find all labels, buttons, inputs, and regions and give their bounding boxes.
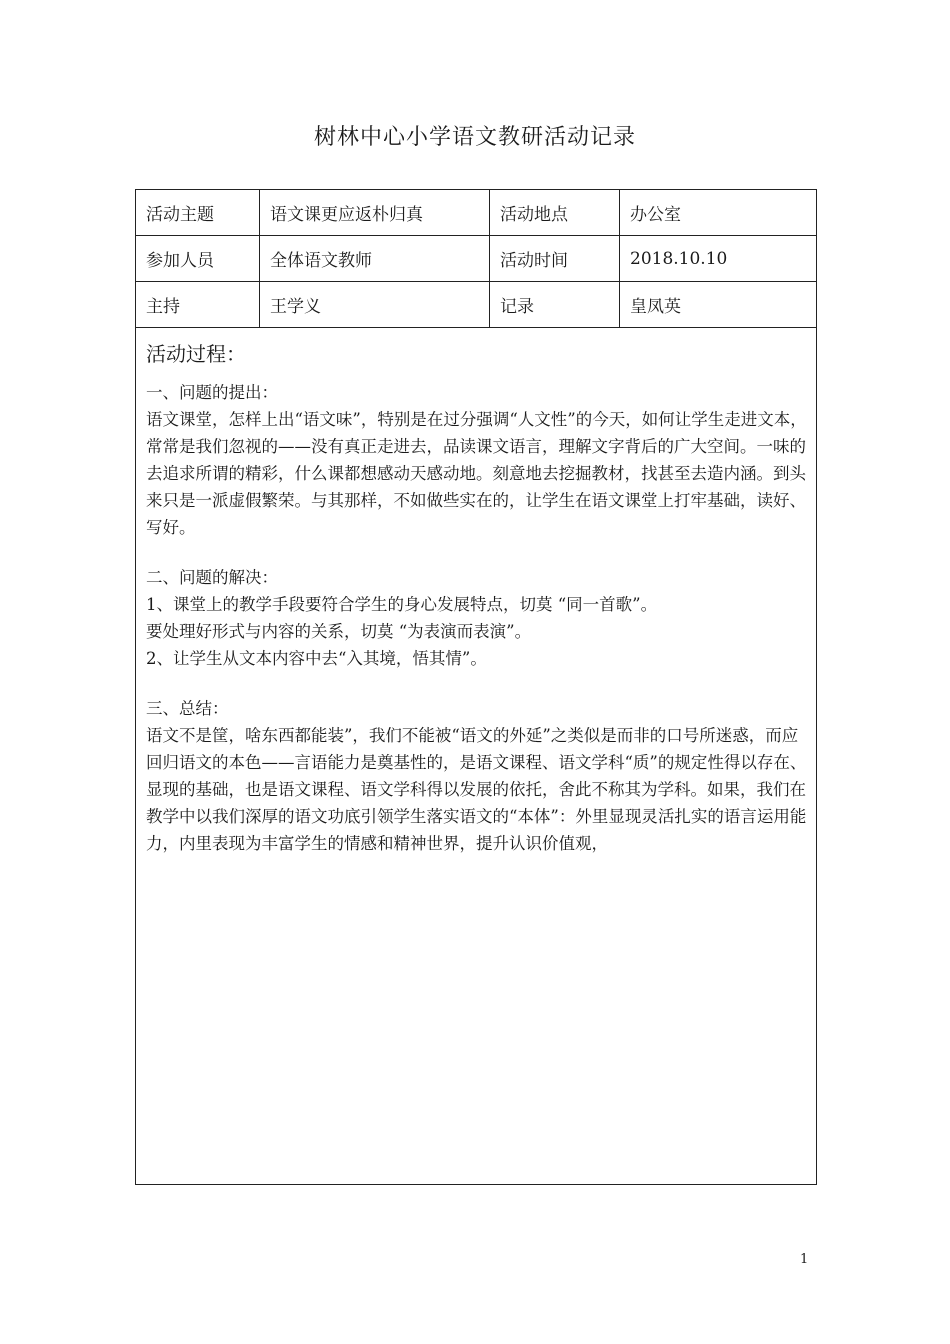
- label-activity-time: 活动时间: [490, 236, 620, 281]
- value-participants: 全体语文教师: [260, 236, 490, 281]
- section-title: 一、问题的提出：: [146, 383, 278, 402]
- value-activity-time: 2018.10.10: [630, 248, 728, 269]
- label-activity-location: 活动地点: [490, 190, 620, 235]
- info-row-participants: [136, 236, 816, 282]
- section-problem-solution: [146, 564, 808, 672]
- value-host: 王学义: [260, 282, 490, 327]
- solution-item: 2、让学生从文本内容中去“入其境，悟其情”。: [146, 649, 487, 668]
- label-participants: 参加人员: [136, 236, 260, 281]
- section-title: 二、问题的解决：: [146, 568, 278, 587]
- value-activity-location: 办公室: [630, 205, 681, 225]
- solution-item-detail: 要处理好形式与内容的关系，切莫 “为表演而表演”。: [146, 622, 532, 641]
- section-body: 语文不是筐，啥东西都能装”，我们不能被“语文的外延”之类似是而非的口号所迷惑，而应回归语文的本色——言语能力是奠基性的，是语文课程、语文学科“质”的规定性得以存在、显现的基础，也是语文课程、语文学科得以发展的依托，舍此不称其为学科。如果，我们在教学中以我们深厚的语文功底引领学生落实语文的“本体”：外里显现灵活扎实的语言运用能力，内里表现为丰富学生的情感和精神世界，提升认识价值观，: [146, 726, 807, 853]
- label-host: 主持: [136, 282, 260, 327]
- section-body: 语文课堂，怎样上出“语文味”，特别是在过分强调“人文性”的今天，如何让学生走进文本，常常是我们忽视的——没有真正走进去，品读课文语言，理解文字背后的广大空间。一味的去追求所谓的精彩，什么课都想感动天感动地。刻意地去挖掘教材，找甚至去造内涵。到头来只是一派虚假繁荣。与其那样，不如做些实在的，让学生在语文课堂上打牢基础，读好、写好。: [146, 410, 807, 537]
- value-activity-topic: 语文课更应返朴归真: [260, 190, 490, 235]
- value-recorder: 皇凤英: [630, 297, 681, 317]
- label-activity-topic: 活动主题: [136, 190, 260, 235]
- info-row-host: [136, 282, 816, 328]
- page-number: 1: [800, 1252, 809, 1267]
- record-table: [135, 189, 817, 1185]
- section-title: 三、总结：: [146, 699, 229, 718]
- section-summary: [146, 695, 808, 857]
- label-recorder: 记录: [490, 282, 620, 327]
- page-title: 树林中心小学语文教研活动记录: [313, 125, 636, 150]
- process-heading: 活动过程：: [146, 342, 246, 366]
- solution-item: 1、课堂上的教学手段要符合学生的身心发展特点，切莫 “同一首歌”。: [146, 595, 658, 614]
- info-row-topic: [136, 190, 816, 236]
- activity-process: [136, 328, 816, 857]
- section-problem-raised: [146, 379, 808, 541]
